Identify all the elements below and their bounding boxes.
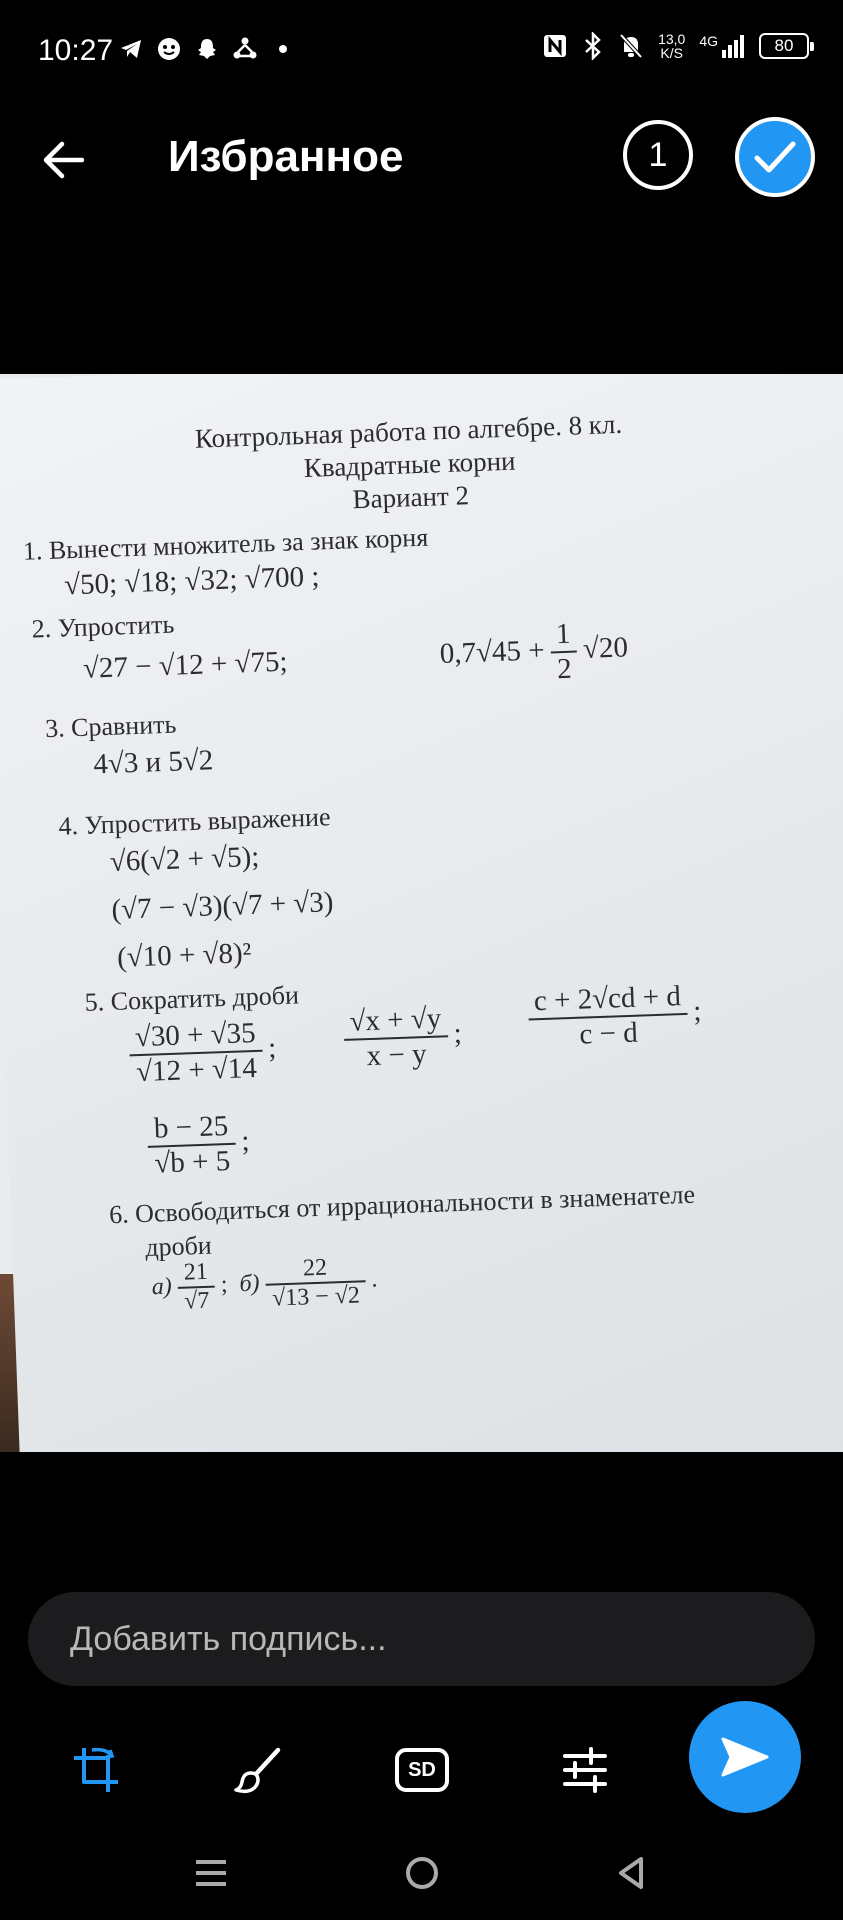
task-6-expressions: а) $\frac{21}{√7}$ ; б) $\frac{22}{√13 - √2}$ .	[151, 1254, 378, 1315]
send-icon	[719, 1734, 771, 1780]
more-dot-icon	[270, 36, 296, 62]
task-5-fraction-1: $\frac{√30 + √35}{√12 + √14}$ ;	[122, 1016, 277, 1089]
task-6-continuation: дроби	[144, 1230, 213, 1262]
status-bar	[0, 0, 843, 104]
send-button[interactable]	[689, 1701, 801, 1813]
face-icon	[156, 36, 182, 62]
draw-button[interactable]	[228, 1740, 288, 1800]
system-indicators	[542, 32, 809, 60]
status-time: 10:27	[38, 34, 114, 67]
task-3: 3. Сравнить	[44, 709, 177, 744]
caption-field-container	[28, 1592, 815, 1686]
telegram-icon	[118, 36, 144, 62]
battery-indicator: 80	[759, 33, 809, 59]
network-type: 4G	[699, 33, 718, 49]
network-speed: 13,0 K/S	[658, 31, 686, 61]
task-4-expression-1: √6(√2 + √5);	[109, 840, 260, 878]
task-1-expression: √50; √18; √32; √700 ;	[63, 560, 320, 602]
task-4-expression-2: (√7 − √3)(√7 + √3)	[110, 886, 334, 926]
task-2-expression-a: √27 − √12 + √75;	[82, 645, 289, 685]
task-2: 2. Упростить	[31, 609, 175, 644]
checkmark-icon	[754, 140, 796, 174]
back-button[interactable]	[34, 130, 94, 190]
task-5: 5. Сократить дроби	[84, 980, 300, 1017]
bluetooth-icon	[582, 32, 604, 60]
task-2-expression-b: 0,7√45 + $\frac{1}{2}$ √20	[439, 617, 629, 686]
task-5-fraction-2: $\frac{√x + √y}{x - y}$ ;	[337, 1002, 463, 1074]
caption-input[interactable]	[28, 1592, 815, 1686]
recents-icon	[194, 1858, 228, 1888]
header	[0, 104, 843, 214]
home-button[interactable]	[397, 1848, 447, 1898]
nfc-icon	[542, 33, 568, 59]
crop-rotate-button[interactable]	[66, 1740, 126, 1800]
cell-signal	[699, 34, 745, 58]
brush-icon	[232, 1744, 284, 1796]
notification-icons	[118, 36, 296, 62]
task-4: 4. Упростить выражение	[58, 802, 331, 841]
home-icon	[404, 1855, 440, 1891]
task-5-fraction-4: $\frac{b - 25}{√b + 5}$ ;	[141, 1109, 251, 1181]
back-arrow-icon	[42, 140, 86, 180]
task-3-expression: 4√3 и 5√2	[92, 744, 214, 781]
task-1: 1. Вынести множитель за знак корня	[22, 522, 429, 566]
snapchat-icon	[194, 36, 220, 62]
quality-button[interactable]	[392, 1740, 452, 1800]
page-title: Избранное	[168, 132, 404, 181]
photo-preview[interactable]	[0, 374, 843, 1452]
worksheet-content	[0, 374, 843, 1452]
quality-label: SD	[408, 1758, 436, 1781]
share-app-icon	[232, 36, 258, 62]
task-6: 6. Освободиться от иррациональности в знаменателе	[108, 1179, 696, 1230]
system-back-button[interactable]	[606, 1848, 656, 1898]
adjust-button[interactable]	[555, 1740, 615, 1800]
signal-bars-icon	[721, 34, 745, 58]
recents-button[interactable]	[186, 1848, 236, 1898]
mute-bell-icon	[618, 32, 644, 60]
crop-rotate-icon	[70, 1744, 122, 1796]
task-5-fraction-3: $\frac{c + 2√cd + d}{c - d}$ ;	[521, 979, 702, 1053]
task-4-expression-3: (√10 + √8)²	[116, 937, 252, 974]
worksheet-heading-2: Квадратные корни	[303, 445, 516, 483]
worksheet-heading-1: Контрольная работа по алгебре. 8 кл.	[194, 408, 623, 454]
worksheet-heading-3: Вариант 2	[352, 480, 470, 515]
system-navigation-bar	[0, 1830, 843, 1920]
selection-counter-button[interactable]: 1	[623, 120, 693, 190]
confirm-selection-button[interactable]	[735, 117, 815, 197]
fraction-one-half: $\frac{1}{2}$	[549, 618, 578, 687]
adjust-sliders-icon	[559, 1744, 611, 1796]
back-icon	[615, 1855, 647, 1891]
